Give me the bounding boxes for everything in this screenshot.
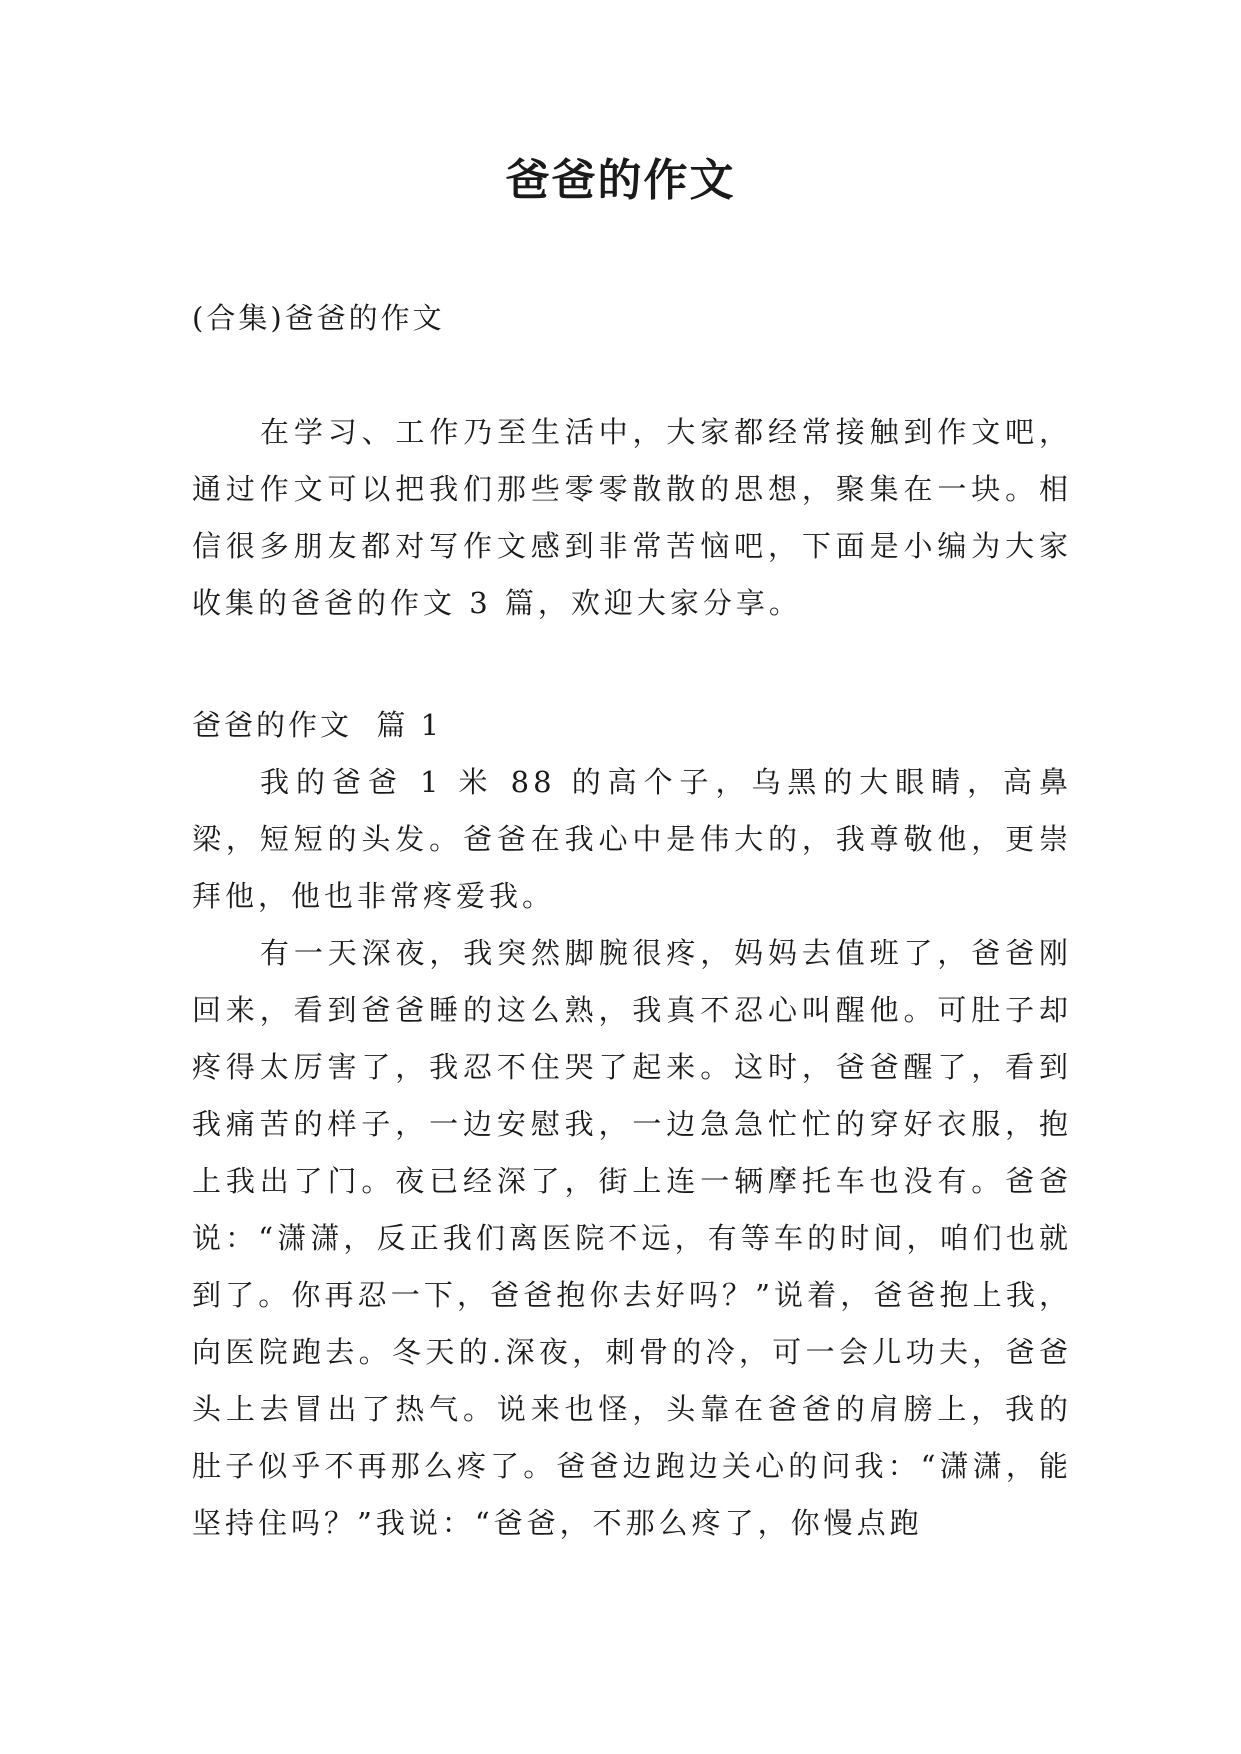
article-paragraph-1: 我的爸爸 1 米 88 的高个子，乌黑的大眼睛，高鼻梁，短短的头发。爸爸在我心中是伟大的，我尊敬他，更崇拜他，他也非常疼爱我。	[192, 765, 1072, 913]
article-body	[192, 754, 1072, 1552]
document-subtitle: (合集)爸爸的作文	[192, 301, 445, 335]
intro-paragraph: 在学习、工作乃至生活中，大家都经常接触到作文吧，通过作文可以把我们那些零零散散的思想，聚集在一块。相信很多朋友都对写作文感到非常苦恼吧，下面是小编为大家收集的爸爸的作文 3 篇，欢迎大家分享。	[192, 415, 1072, 620]
article-paragraph-2: 有一天深夜，我突然脚腕很疼，妈妈去值班了，爸爸刚回来，看到爸爸睡的这么熟，我真不忍心叫醒他。可肚子却疼得太厉害了，我忍不住哭了起来。这时，爸爸醒了，看到我痛苦的样子，一边安慰我，一边急急忙忙的穿好衣服，抱上我出了门。夜已经深了，街上连一辆摩托车也没有。爸爸说：“潇潇，反正我们离医院不远，有等车的时间，咱们也就到了。你再忍一下，爸爸抱你去好吗？”说着，爸爸抱上我，向医院跑去。冬天的.深夜，刺骨的冷，可一会儿功夫，爸爸头上去冒出了热气。说来也怪，头靠在爸爸的肩膀上，我的肚子似乎不再那么疼了。爸爸边跑边关心的问我：“潇潇，能坚持住吗？”我说：“爸爸，不那么疼了，你慢点跑	[192, 936, 1072, 1540]
section-heading: 爸爸的作文 篇 1	[192, 708, 443, 742]
document-title: 爸爸的作文	[505, 155, 736, 206]
